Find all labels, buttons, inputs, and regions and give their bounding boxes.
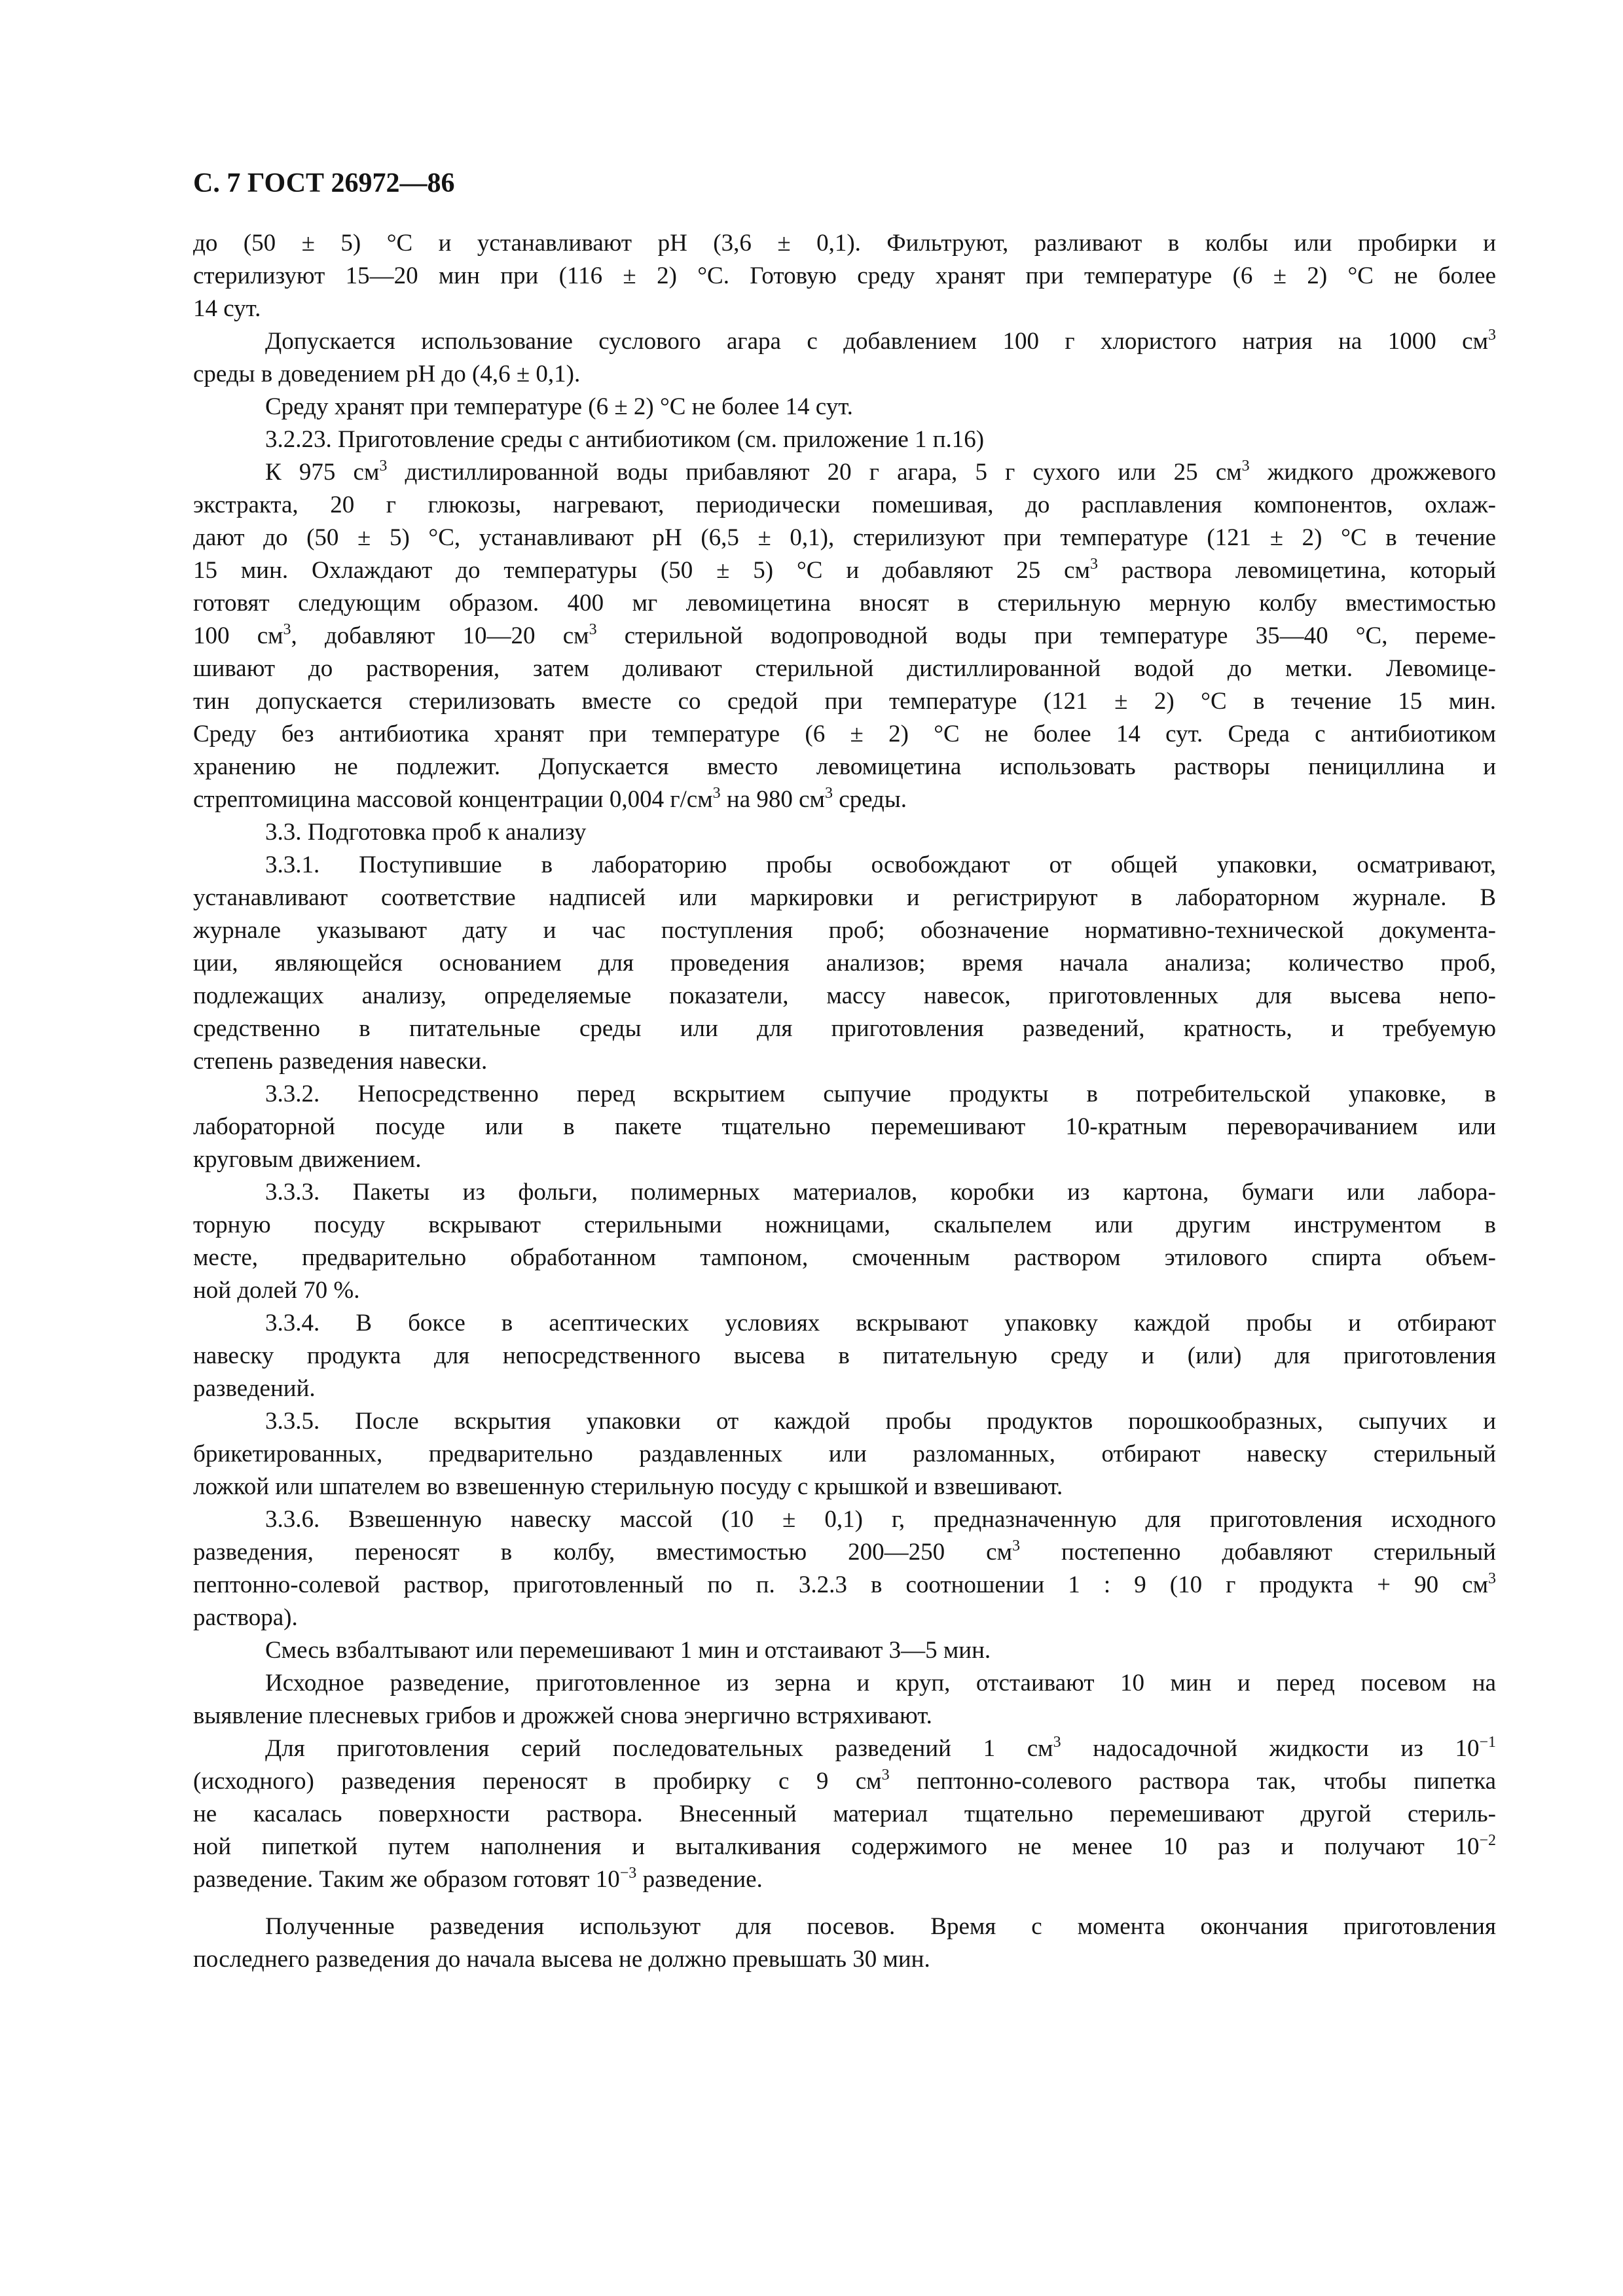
page-header: С. 7 ГОСТ 26972—86 xyxy=(193,168,455,198)
paragraph-p10 xyxy=(193,1307,1496,1405)
text-line: (исходного) разведения переносят в пробирку с 9 $см^3$ пептонно-солевого раствора так, чтобы пипетка xyxy=(193,1767,1497,1795)
text-line: ной долей 70 %. xyxy=(193,1277,360,1304)
text-line: средственно в питательные среды или для приготовления разведений, кратность, и требуемую xyxy=(193,1015,1496,1042)
text-line: К 975 $см^3$ дистиллированной воды прибавляют 20 г агара, 5 г сухого или 25 $см^3$ жидкого дрожжевого xyxy=(265,457,1496,486)
paragraph-p4 xyxy=(193,423,1496,456)
text-line: месте, предварительно обработанном тампоном, смоченным раствором этилового спирта объем- xyxy=(193,1244,1496,1271)
paragraph-p16 xyxy=(193,1910,1496,1976)
text-line: среды в доведением рН до (4,6 ± 0,1). xyxy=(193,361,581,387)
text-line: Смесь взбалтывают или перемешивают 1 мин и отстаивают 3—5 мин. xyxy=(265,1637,991,1664)
text-line: 3.3.2. Непосредственно перед вскрытием сыпучие продукты в потребительской упаковке, в xyxy=(265,1081,1496,1107)
text-line: готовят следующим образом. 400 мг левомицетина вносят в стерильную мерную колбу вместимостью xyxy=(193,590,1496,617)
text-line: 3.3.1. Поступившие в лабораторию пробы освобождают от общей упаковки, осматривают, xyxy=(265,852,1496,878)
paragraph-p8 xyxy=(193,1078,1496,1176)
text-line: хранению не подлежит. Допускается вместо левомицетина использовать растворы пенициллина и xyxy=(193,753,1496,780)
text-line: 3.3.6. Взвешенную навеску массой (10 ± 0,1) г, предназначенную для приготовления исходного xyxy=(265,1506,1496,1533)
text-line: шивают до растворения, затем доливают стерильной дистиллированной водой до метки. Левомице- xyxy=(193,655,1496,682)
paragraph-p9 xyxy=(193,1176,1496,1307)
paragraph-p6 xyxy=(193,816,1496,849)
paragraph-p5 xyxy=(193,456,1496,816)
text-line: Среду хранят при температуре (6 ± 2) °С не более 14 сут. xyxy=(265,393,853,420)
text-line: тин допускается стерилизовать вместе со средой при температуре (121 ± 2) °С в течение 15 мин. xyxy=(193,688,1496,715)
text-line: ции, являющейся основанием для проведения анализов; время начала анализа; количество проб, xyxy=(193,950,1496,977)
text-line: до (50 ± 5) °С и устанавливают рН (3,6 ± 0,1). Фильтруют, разливают в колбы или пробирки и xyxy=(193,230,1496,257)
text-line: круговым движением. xyxy=(193,1146,422,1173)
text-line: последнего разведения до начала высева не должно превышать 30 мин. xyxy=(193,1946,930,1973)
text-line: степень разведения навески. xyxy=(193,1048,488,1075)
text-line: устанавливают соответствие надписей или маркировки и регистрируют в лабораторном журнале. В xyxy=(193,884,1496,911)
text-line: экстракта, 20 г глюкозы, нагревают, периодически помешивая, до расплавления компонентов, охлаж- xyxy=(193,492,1496,518)
text-line: Среду без антибиотика хранят при температуре (6 ± 2) °С не более 14 сут. Среда с антибиотиком xyxy=(193,721,1496,747)
text-line: дают до (50 ± 5) °С, устанавливают рН (6,5 ± 0,1), стерилизуют при температуре (121 ± 2) °С в течение xyxy=(193,524,1496,551)
text-line: Допускается использование суслового агара с добавлением 100 г хлористого натрия на 1000 $см^3$ xyxy=(265,327,1496,355)
text-line: 14 сут. xyxy=(193,295,261,322)
paragraph-p12 xyxy=(193,1503,1496,1634)
text-line: разведения, переносят в колбу, вместимостью 200—250 $см^3$ постепенно добавляют стерильный xyxy=(193,1537,1496,1566)
text-line: Исходное разведение, приготовленное из зерна и круп, отстаивают 10 мин и перед посевом на xyxy=(265,1670,1496,1696)
text-line: 3.3.4. В боксе в асептических условиях вскрывают упаковку каждой пробы и отбирают xyxy=(265,1310,1496,1336)
paragraph-p3 xyxy=(193,391,1496,423)
text-line: не касалась поверхности раствора. Внесенный материал тщательно перемешивают другой стериль- xyxy=(193,1801,1496,1827)
text-line: раствора). xyxy=(193,1604,298,1631)
text-line: стерилизуют 15—20 мин при (116 ± 2) °С. Готовую среду хранят при температуре (6 ± 2) °С не более xyxy=(193,262,1496,289)
document-body xyxy=(193,227,1496,1976)
text-line: 3.3. Подготовка проб к анализу xyxy=(265,819,587,846)
text-line: выявление плесневых грибов и дрожжей снова энергично встряхивают. xyxy=(193,1702,932,1729)
text-line: разведение. Таким же образом готовят $10^{-3}$ разведение. xyxy=(193,1865,763,1893)
text-line: ной пипеткой путем наполнения и выталкивания содержимого не менее 10 раз и получают $10^{-2}$ xyxy=(193,1832,1496,1860)
text-line: торную посуду вскрывают стерильными ножницами, скальпелем или другим инструментом в xyxy=(193,1211,1496,1238)
text-line: 3.3.5. После вскрытия упаковки от каждой пробы продуктов порошкообразных, сыпучих и xyxy=(265,1408,1496,1435)
text-line: ложкой или шпателем во взвешенную стерильную посуду с крышкой и взвешивают. xyxy=(193,1473,1063,1500)
paragraph-p1 xyxy=(193,227,1496,325)
text-line: навеску продукта для непосредственного высева в питательную среду и (или) для приготовления xyxy=(193,1342,1496,1369)
text-line: 100 $см^3$, добавляют 10—20 $см^3$ стерильной водопроводной воды при температуре 35—40 °С, переме- xyxy=(193,621,1496,649)
text-line: подлежащих анализу, определяемые показатели, массу навесок, приготовленных для высева непо- xyxy=(193,982,1496,1009)
text-line: Для приготовления серий последовательных разведений 1 $см^3$ надосадочной жидкости из $10^{-1}$ xyxy=(265,1734,1496,1762)
text-line: 15 мин. Охлаждают до температуры (50 ± 5) °С и добавляют 25 $см^3$ раствора левомицетина, который xyxy=(193,556,1496,584)
text-line: стрептомицина массовой концентрации 0,004 $г/см^3$ на 980 $см^3$ среды. xyxy=(193,785,907,813)
text-line: пептонно-солевой раствор, приготовленный по п. 3.2.3 в соотношении 1 : 9 (10 г продукта + 90 $см^3$ xyxy=(193,1570,1496,1598)
text-line: разведений. xyxy=(193,1375,316,1402)
paragraph-p11 xyxy=(193,1405,1496,1503)
paragraph-p14 xyxy=(193,1667,1496,1732)
paragraph-p2 xyxy=(193,325,1496,391)
document-page xyxy=(193,167,1496,1976)
text-line: Полученные разведения используют для посевов. Время с момента окончания приготовления xyxy=(265,1913,1496,1940)
text-line: лабораторной посуде или в пакете тщательно перемешивают 10-кратным переворачиванием или xyxy=(193,1113,1496,1140)
paragraph-p7 xyxy=(193,849,1496,1078)
text-line: 3.3.3. Пакеты из фольги, полимерных материалов, коробки из картона, бумаги или лабора- xyxy=(265,1179,1496,1206)
text-line: 3.2.23. Приготовление среды с антибиотиком (см. приложение 1 п.16) xyxy=(265,426,985,453)
text-line: брикетированных, предварительно раздавленных или разломанных, отбирают навеску стерильный xyxy=(193,1441,1496,1467)
text-line: журнале указывают дату и час поступления проб; обозначение нормативно-технической документа- xyxy=(193,917,1496,944)
paragraph-p15 xyxy=(193,1732,1496,1896)
paragraph-p13 xyxy=(193,1634,1496,1667)
